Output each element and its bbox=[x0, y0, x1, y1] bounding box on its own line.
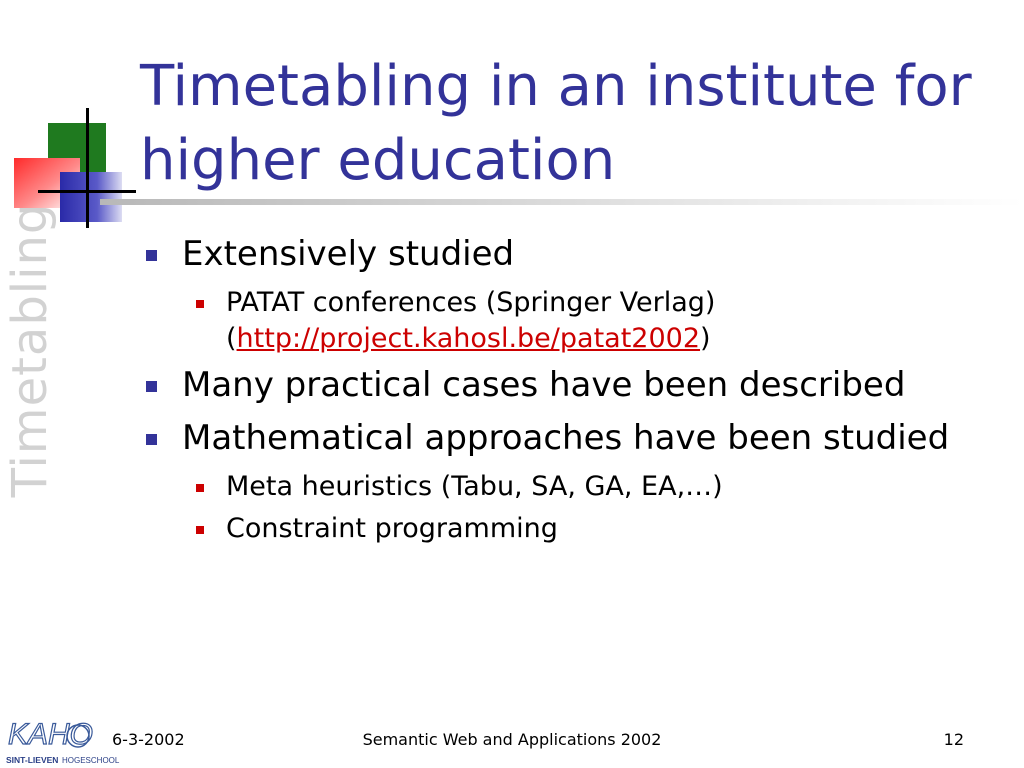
sub-bullet-item bbox=[140, 511, 1000, 547]
footer-title: Semantic Web and Applications 2002 bbox=[362, 730, 662, 749]
slide-title bbox=[140, 50, 1000, 198]
square-bullet-icon bbox=[146, 381, 157, 392]
bullet-item bbox=[140, 232, 1000, 276]
logo-sint-lieven-text: SINT-LIEVEN bbox=[6, 755, 59, 765]
decorative-vertical-line bbox=[86, 108, 89, 228]
square-bullet-icon bbox=[196, 526, 204, 534]
slide-title-line-1: Timetabling in an institute for bbox=[140, 54, 972, 119]
footer-date: 6-3-2002 bbox=[112, 730, 185, 749]
square-bullet-icon bbox=[146, 250, 157, 261]
footer-page-number: 12 bbox=[943, 730, 964, 749]
sub-bullet-item bbox=[140, 469, 1000, 505]
decorative-blue-square bbox=[60, 172, 122, 222]
paren-open: ( bbox=[226, 323, 237, 354]
bullet-text: Many practical cases have been described bbox=[182, 365, 906, 405]
sub-bullet-text: PATAT conferences (Springer Verlag) bbox=[226, 287, 716, 318]
bullet-text: Mathematical approaches have been studied bbox=[182, 418, 950, 458]
patat-link[interactable]: http://project.kahosl.be/patat2002 bbox=[236, 323, 701, 354]
sub-bullet-text: Constraint programming bbox=[226, 513, 558, 544]
slide-content bbox=[140, 232, 1000, 553]
bullet-item bbox=[140, 363, 1000, 407]
logo-kaho-text: KAHO bbox=[8, 718, 94, 751]
logo-hogeschool-text: HOGESCHOOL bbox=[62, 756, 120, 765]
square-bullet-icon bbox=[196, 300, 204, 308]
decorative-horizontal-line bbox=[38, 190, 136, 193]
sub-bullet-text: Meta heuristics (Tabu, SA, GA, EA,…) bbox=[226, 471, 723, 502]
slide-title-line-2: higher education bbox=[140, 128, 616, 193]
paren-close: ) bbox=[700, 323, 711, 354]
title-underline-bar bbox=[100, 199, 1024, 205]
side-label: Timetabling bbox=[2, 202, 58, 498]
sub-bullet-item bbox=[140, 285, 1000, 357]
bullet-text: Extensively studied bbox=[182, 234, 515, 274]
square-bullet-icon bbox=[146, 434, 157, 445]
bullet-item bbox=[140, 416, 1000, 460]
square-bullet-icon bbox=[196, 484, 204, 492]
